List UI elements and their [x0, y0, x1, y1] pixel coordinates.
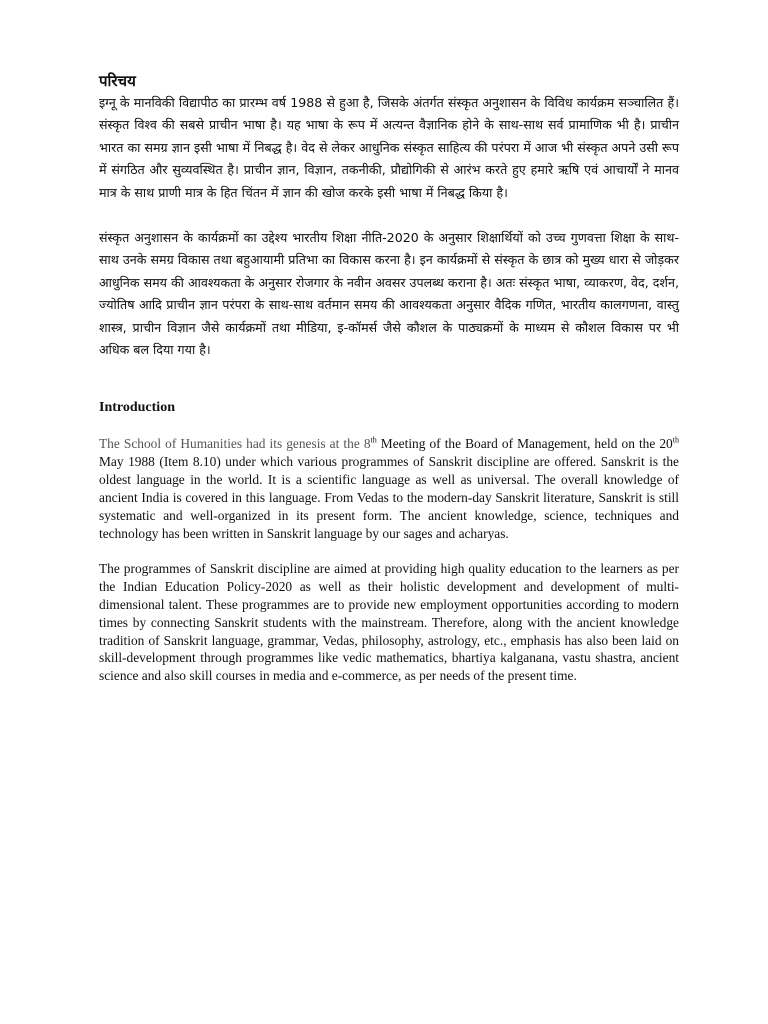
superscript-th: th: [672, 436, 679, 445]
english-heading: Introduction: [99, 400, 175, 416]
english-paragraph-1: [99, 435, 679, 542]
document-page: [99, 70, 679, 685]
english-paragraph-2: The programmes of Sanskrit discipline are aimed at providing high quality education to the learners as per the Indian Education Policy-2020 as well as their holistic development and development of multi-dimensional talent. These programmes are to provide new employment opportunities according to modern times by connecting Sanskrit students with the mainstream. Therefore, along with the ancient knowledge tradition of Sanskrit language, grammar, Vedas, philosophy, astrology, etc., emphasis has also been laid on skill-development through programmes like vedic mathematics, bhartiya kalganana, vastu shastra, ancient science and also skill courses in media and e-commerce, as per needs of the present time.: [99, 560, 679, 684]
hindi-paragraph-2: संस्कृत अनुशासन के कार्यक्रमों का उद्देश्य भारतीय शिक्षा नीति-2020 के अनुसार शिक्षार्थियों को उच्च गुणवत्ता शिक्षा के साथ-साथ उनके समग्र विकास तथा बहुआयामी प्रतिभा का विकास करना है। इन कार्यक्रमों से संस्कृत के छात्र को मुख्य धारा से जोड़कर आधुनिक समय की आवश्यकता के अनुसार रोजगार के नवीन अवसर उपलब्ध कराना है। अतः संस्कृत भाषा, व्याकरण, वेद, दर्शन, ज्योतिष आदि प्राचीन ज्ञान परंपरा के साथ-साथ वर्तमान समय की आवश्यकता अनुसार वैदिक गणित, भारतीय कालगणना, वास्तु शास्त्र, प्राचीन विज्ञान जैसे कार्यक्रमों तथा मीडिया, इ-कॉमर्स जैसे कौशल के पाठ्यक्रमों के माध्यम से कौशल विकास पर भी अधिक बल दिया गया है।: [99, 230, 679, 358]
english-paragraph-1-part-a: The School of Humanities had its genesis at the 8: [99, 436, 371, 452]
hindi-paragraph-1: इग्नू के मानविकी विद्यापीठ का प्रारम्भ वर्ष 1988 से हुआ है, जिसके अंतर्गत संस्कृत अनुशासन के विविध कार्यक्रम सञ्चालित हैं। संस्कृत विश्व की सबसे प्राचीन भाषा है। यह भाषा के रूप में अत्यन्त वैज्ञानिक होने के साथ-साथ सर्व प्रामाणिक भी है। प्राचीन भारत का समग्र ज्ञान इसी भाषा में निबद्ध है। वेद से लेकर आधुनिक संस्कृत साहित्य की परंपरा में आज भी संस्कृत अपने उसी रूप में संगठित और सुव्यवस्थित है। प्राचीन ज्ञान, विज्ञान, तकनीकी, प्रौद्योगिकी से आरंभ करते हुए हमारे ऋषि एवं आचार्यों ने मानव मात्र के साथ प्राणी मात्र के हित चिंतन में ज्ञान की खोज करके इसी भाषा में निबद्ध किया है।: [99, 95, 679, 200]
english-paragraph-1-part-c: May 1988 (Item 8.10) under which various programmes of Sanskrit discipline are offered. Sanskrit is the oldest language in the world. It is a scientific language as well as universal. The overall knowledge of ancient India is covered in this language. From Vedas to the modern-day Sanskrit literature, Sanskrit is still systematic and well-organized in its present form. The ancient knowledge, science, techniques and technology has been written in Sanskrit language by our sages and acharyas.: [99, 454, 679, 541]
hindi-heading: परिचय: [99, 72, 136, 90]
superscript-th: th: [370, 436, 377, 445]
english-paragraph-1-part-b: Meeting of the Board of Management, held on the 20: [376, 436, 673, 452]
